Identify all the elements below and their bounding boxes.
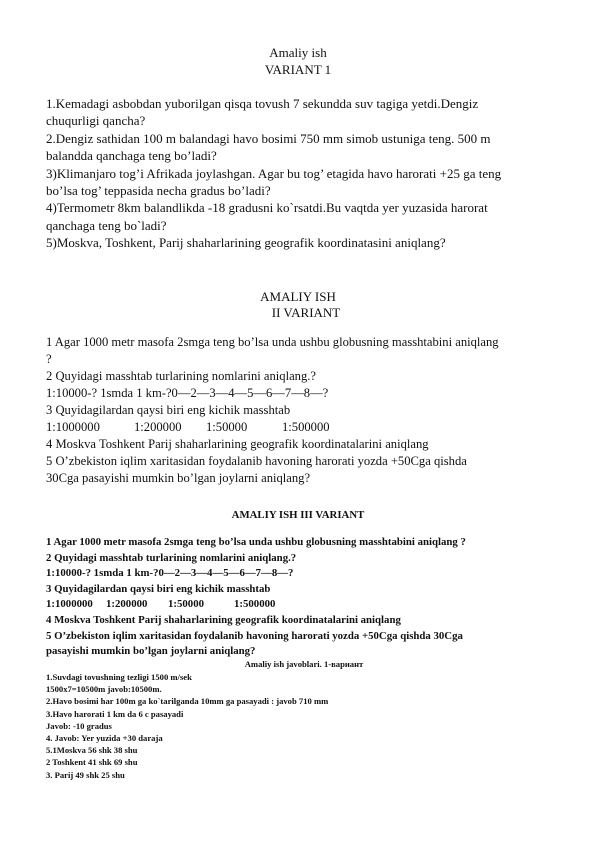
scale-option: 1:500000 [234,598,276,611]
v1-line: qanchaga teng bo`ladi? [46,217,167,233]
scale-option: 1:50000 [206,420,248,434]
v1-subtitle: VARIANT 1 [264,62,332,77]
v2-line: 1 Agar 1000 metr masofa 2smga teng bo’lsa unda ushbu globusning masshtabini aniqlang [46,335,499,349]
v2-line: ? [46,352,52,366]
scale-option: 1:500000 [282,420,330,434]
v3-line: 1 Agar 1000 metr masofa 2smga teng bo’lsa unda ushbu globusning masshtabini aniqlang ? [46,536,466,548]
v2-title: AMALIY ISH [260,289,336,304]
v3-title: AMALIY ISH III VARIANT [231,509,365,521]
v3-line: 3 Quyidagilardan qaysi biri eng kichik masshtab [46,582,271,595]
v2-line: 1:10000-? 1smda 1 km-?0—2—3—4—5—6—7—8—? [46,386,329,400]
answer-line: 3.Havo harorati 1 km da 6 c pasayadi [46,708,184,719]
v3-scales-row [46,597,466,613]
answer-line: 4. Javob: Yer yuzida +30 daraja [46,733,163,744]
answer-line: 1500x7=10500m javob:10500m. [46,684,162,695]
v1-line: 4)Termometr 8km balandlikda -18 gradusni ko`rsatdi.Bu vaqtda yer yuzasida harorat [46,200,488,216]
v2-scales-row [46,419,499,436]
answer-line: 2 Toshkent 41 shk 69 shu [46,757,138,768]
v3-line: 5 O’zbekiston iqlim xaritasidan foydalanib havoning harorati yozda +50Cga qishda 30Cga [46,629,463,642]
v2-line: 2 Quyidagi masshtab turlarining nomlarini aniqlang.? [46,369,317,383]
v1-questions [46,95,501,252]
answer-line: 5.1Moskva 56 shk 38 shu [46,745,138,756]
scale-option: 1:200000 [106,598,148,611]
v2-questions [46,334,499,487]
answer-line: 3. Parij 49 shk 25 shu [46,769,125,780]
v3-questions [46,535,466,660]
v2-line: 3 Quyidagilardan qaysi biri eng kichik masshtab [46,403,291,417]
scale-option: 1:1000000 [46,598,93,611]
v1-line: balandda qanchaga teng bo’ladi? [46,148,217,164]
answer-line: 2.Havo bosimi har 100m ga ko`tarilganda 10mm ga pasayadi : javob 710 mm [46,696,329,707]
v2-subtitle: II VARIANT [271,305,341,320]
scale-option: 1:1000000 [46,420,100,434]
v3-line: 2 Quyidagi masshtab turlarining nomlarini aniqlang.? [46,551,297,564]
scale-option: 1:50000 [168,598,204,611]
v1-line: 1.Kemadagi asbobdan yuborilgan qisqa tovush 7 sekundda suv tagiga yetdi.Dengiz [46,96,479,111]
v2-line: 5 O’zbekiston iqlim xaritasidan foydalanib havoning harorati yozda +50Cga qishda [46,454,467,468]
v1-line: chuqurligi qancha? [46,113,146,129]
answers-list [46,671,328,781]
scale-option: 1:200000 [134,420,182,434]
v1-line: 2.Dengiz sathidan 100 m balandagi havo bosimi 750 mm simob ustuniga teng. 500 m [46,130,491,146]
answer-line: 1.Suvdagi tovushning tezligi 1500 m/sek [46,672,192,682]
v1-title: Amaliy ish [269,45,327,60]
v3-line: 4 Moskva Toshkent Parij shaharlarining geografik koordinatalarini aniqlang [46,613,401,626]
v1-line: 3)Klimanjaro tog’i Afrikada joylashgan. Agar bu tog’ etagida havo harorati +25 ga teng [46,165,502,181]
v2-line: 4 Moskva Toshkent Parij shaharlarining geografik koordinatalarini aniqlang [46,437,429,451]
v1-line: bo’lsa tog’ teppasida necha gradus bo’ladi? [46,183,271,199]
v3-line: pasayishi mumkin bo’lgan joylarni aniqlang? [46,645,256,658]
v3-line: 1:10000-? 1smda 1 km-?0—2—3—4—5—6—7—8—? [46,567,294,580]
answer-line: Javob: -10 gradus [46,720,112,731]
v2-line: 30Cga pasayishi mumkin bo’lgan joylarni aniqlang? [46,471,311,485]
answers-title: Amaliy ish javoblari. 1-вариант [244,659,364,669]
v1-line: 5)Moskva, Toshkent, Parij shaharlarining geografik koordinatasini aniqlang? [46,235,446,251]
